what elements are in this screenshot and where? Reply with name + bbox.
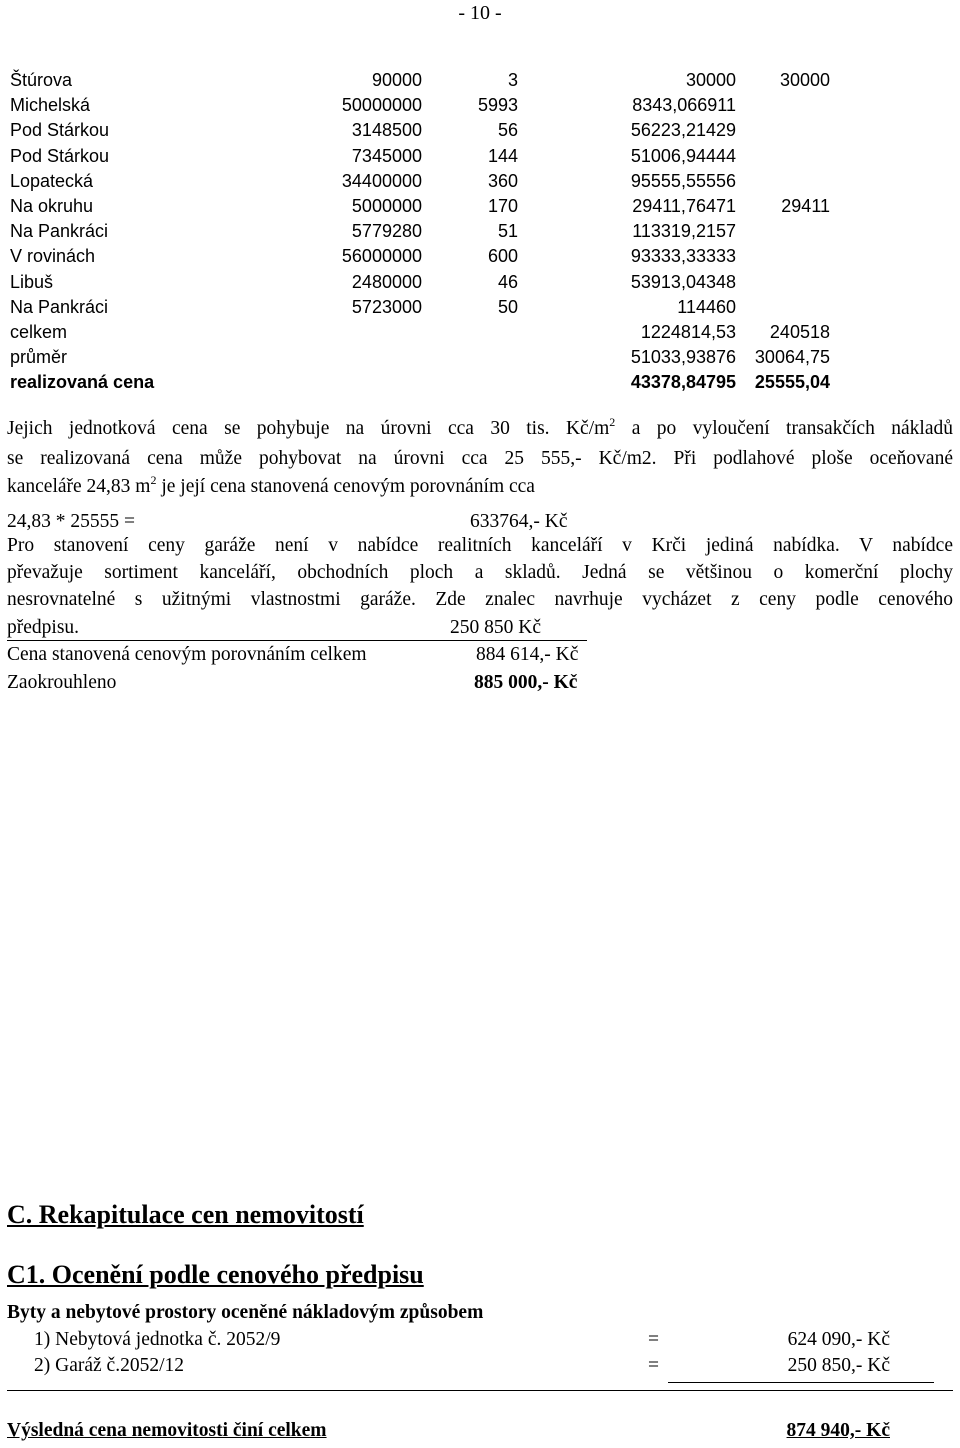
cell-extra: 30064,75 — [754, 347, 830, 368]
paragraph-line: převažuje sortiment kanceláří, obchodních ploch a skladů. Jedná se většinou o komerční plochy — [7, 562, 953, 583]
cell-price: 34400000 — [341, 170, 422, 191]
cell-location: realizovaná cena — [10, 372, 155, 393]
cell-location: celkem — [10, 322, 68, 342]
total-value: 874 940,- Kč — [786, 1420, 890, 1441]
comparison-value: 884 614,- Kč — [476, 644, 579, 665]
item-equals: = — [648, 1329, 659, 1350]
cell-extra: 29411 — [781, 196, 830, 216]
item-value: 250 850,- Kč — [787, 1355, 890, 1376]
cell-price: 90000 — [371, 70, 422, 90]
cell-price: 5000000 — [351, 196, 422, 216]
underline — [7, 640, 587, 641]
cell-price: 5779280 — [351, 221, 422, 242]
table-row — [0, 322, 960, 347]
item-label: 2) Garáž č.2052/12 — [34, 1355, 184, 1376]
table-row — [0, 70, 960, 95]
cell-unit-price: 29411,76471 — [632, 196, 736, 216]
cell-location: Michelská — [10, 95, 91, 116]
cell-extra: 25555,04 — [754, 372, 830, 393]
cell-unit-price: 95555,55556 — [630, 170, 736, 191]
cell-area: 600 — [487, 246, 518, 267]
cell-location: Na Pankráci — [10, 221, 109, 242]
cell-area: 56 — [497, 120, 518, 141]
rounded-value: 885 000,- Kč — [474, 672, 578, 693]
cell-price: 7345000 — [351, 145, 422, 166]
section-c-heading: C. Rekapitulace cen nemovitostí — [7, 1200, 364, 1229]
paragraph-line: kanceláře 24,83 $m^2$ je její cena stanovená cenovým porovnáním cca — [7, 473, 535, 497]
cell-area: 360 — [487, 170, 518, 191]
total-label: Výsledná cena nemovitosti činí celkem — [7, 1420, 327, 1441]
item-label: 1) Nebytová jednotka č. 2052/9 — [34, 1329, 281, 1350]
cell-location: Libuš — [10, 271, 54, 292]
cell-price: 5723000 — [351, 296, 422, 317]
cell-location: Na okruhu — [10, 196, 94, 216]
cell-price: 3148500 — [351, 120, 422, 141]
cell-unit-price: 43378,84795 — [630, 372, 736, 393]
cell-location: Pod Stárkou — [10, 120, 110, 141]
rounded-label: Zaokrouhleno — [7, 672, 117, 693]
cell-unit-price: 1224814,53 — [640, 322, 736, 342]
cell-extra: 30000 — [779, 70, 830, 90]
cell-unit-price: 8343,066911 — [632, 95, 736, 116]
cell-unit-price: 51006,94444 — [630, 145, 736, 166]
cell-unit-price: 53913,04348 — [630, 271, 736, 292]
cell-unit-price: 30000 — [685, 70, 736, 90]
table-row — [0, 95, 960, 120]
cell-area: 170 — [487, 196, 518, 216]
cell-unit-price: 56223,21429 — [630, 120, 736, 141]
cell-area: 5993 — [477, 95, 518, 116]
page-number: - 10 - — [458, 2, 502, 24]
cell-location: V rovinách — [10, 246, 96, 267]
sum-line — [668, 1382, 934, 1383]
table-row — [0, 297, 960, 322]
cell-area: 3 — [507, 70, 518, 90]
cell-area: 46 — [497, 271, 518, 292]
cell-location: Pod Stárkou — [10, 145, 110, 166]
cell-unit-price: 93333,33333 — [630, 246, 736, 267]
table-row — [0, 372, 960, 397]
cell-extra: 240518 — [769, 322, 830, 342]
cell-price: 2480000 — [351, 271, 422, 292]
cell-location: Na Pankráci — [10, 296, 109, 317]
table-row — [0, 120, 960, 145]
cell-area: 51 — [497, 221, 518, 242]
cell-price: 56000000 — [341, 246, 422, 267]
cell-location: Lopatecká — [10, 170, 94, 191]
cell-location: Štúrova — [10, 70, 73, 90]
table-row — [0, 221, 960, 246]
cell-unit-price: 51033,93876 — [630, 347, 736, 368]
item-equals: = — [648, 1355, 659, 1376]
paragraph-line-end: předpisu. — [7, 617, 80, 638]
comparison-label: Cena stanovená cenovým porovnáním celkem — [7, 644, 367, 665]
paragraph-line: Jejich jednotková cena se pohybuje na úrovni cca 30 tis. $Kč/m^2$ a po vyloučení transakčích nákladů — [7, 415, 953, 439]
table-row — [0, 196, 960, 221]
cell-area: 50 — [497, 296, 518, 317]
paragraph-line: nesrovnatelné s užitnými vlastnostmi garáže. Zde znalec navrhuje vycházet z ceny podle cenového — [7, 589, 953, 610]
separator-line — [7, 1390, 953, 1391]
calc-result: 633764,- Kč — [470, 511, 568, 532]
paragraph-line: Pro stanovení ceny garáže není v nabídce realitních kanceláří v Krči jediná nabídka. V nabídce — [7, 535, 953, 556]
table-row — [0, 272, 960, 297]
regulation-price: 250 850 Kč — [450, 617, 541, 638]
cell-price: 50000000 — [341, 95, 422, 116]
cell-location: průměr — [10, 347, 68, 368]
table-row — [0, 246, 960, 271]
section-c1-heading: C1. Ocenění podle cenového předpisu — [7, 1260, 424, 1289]
item-value: 624 090,- Kč — [787, 1329, 890, 1350]
table-row — [0, 347, 960, 372]
calc-expression: 24,83 * 25555 = — [7, 511, 135, 532]
paragraph-line: se realizovaná cena může pohybovat na úrovni cca 25 555,- Kč/m2. Při podlahové ploše oceňované — [7, 448, 953, 469]
section-c1-subheading: Byty a nebytové prostory oceněné nákladovým způsobem — [7, 1302, 484, 1323]
table-row — [0, 146, 960, 171]
cell-unit-price: 114460 — [677, 296, 736, 317]
cell-area: 144 — [487, 145, 518, 166]
cell-unit-price: 113319,2157 — [632, 221, 736, 242]
table-row — [0, 171, 960, 196]
